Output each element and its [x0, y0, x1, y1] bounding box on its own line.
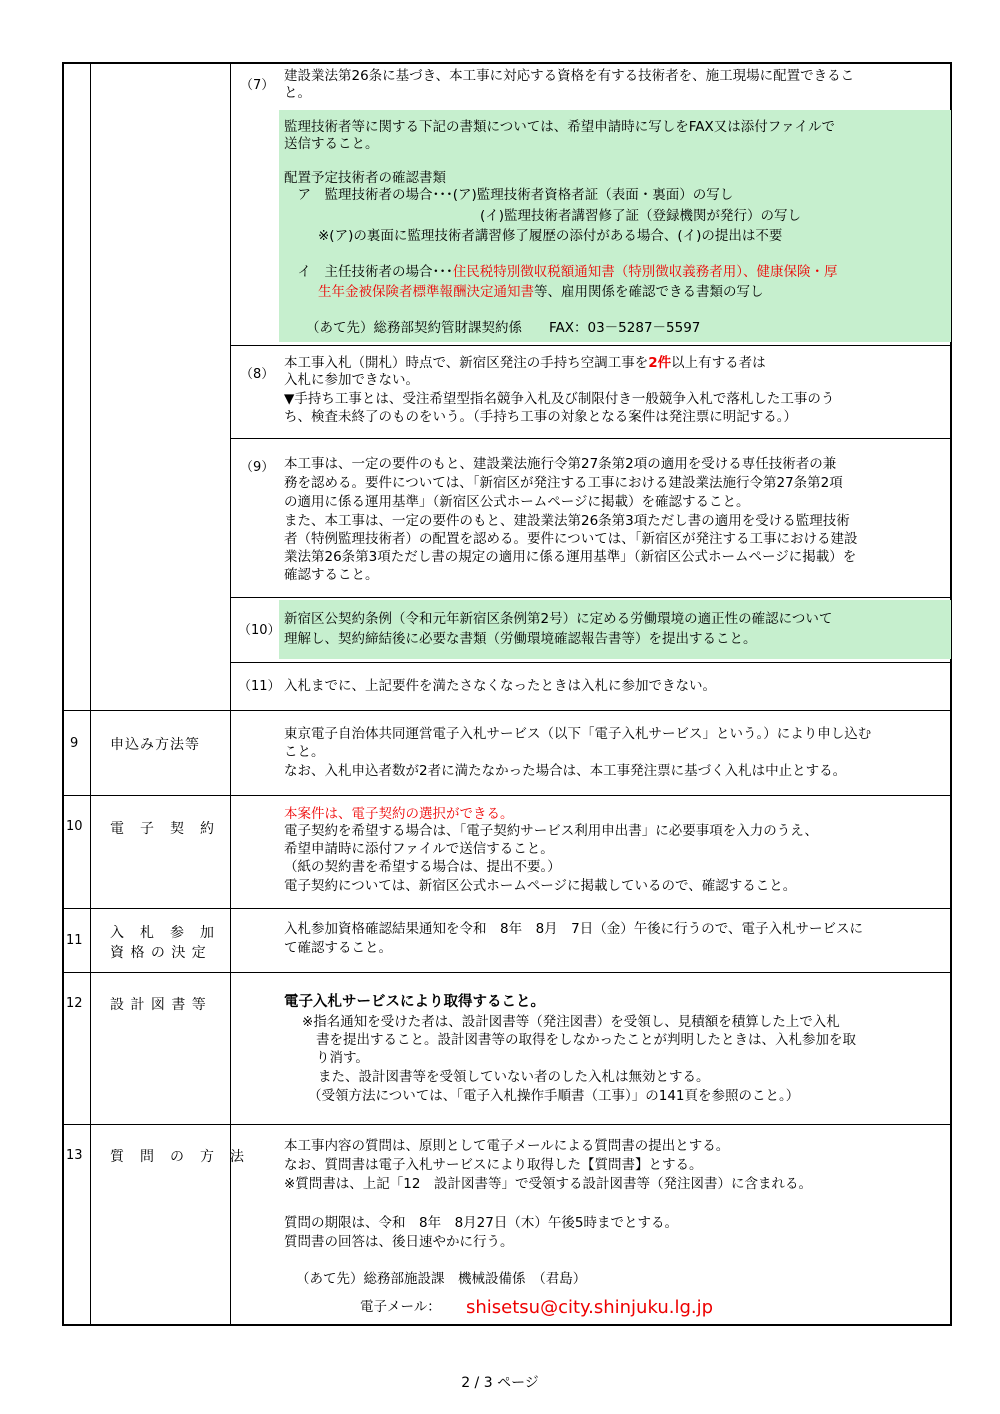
text-line: （受領方法については、「電子入札操作手順書（工事）」の141頁を参照のこと。） [308, 1088, 800, 1104]
text-line: 送信すること。 [284, 136, 379, 152]
text-line [284, 355, 766, 372]
row-divider [62, 795, 952, 796]
text-line: ち、検査未終了のものをいう。（手持ち工事の対象となる案件は発注票に明記する。） [284, 409, 797, 425]
row-label: 申込み方法等 [110, 737, 200, 753]
text-line: ※(ア)の裏面に監理技術者講習修了履歴の添付がある場合、(イ)の提出は不要 [318, 228, 783, 244]
row-label: 電 子 契 約 [110, 821, 215, 837]
text-line: （紙の契約書を希望する場合は、提出不要。） [284, 859, 561, 875]
text-line: 質問書の回答は、後日速やかに行う。 [284, 1234, 514, 1250]
sub-divider [230, 438, 952, 439]
red-text-span: 生年金被保険者標準報酬決定通知書 [318, 284, 534, 300]
text-line: 書を提出すること。設計図書等の取得をしなかったことが判明したときは、入札参加を取 [316, 1032, 856, 1048]
row-divider [62, 908, 952, 909]
text-line: 理解し、契約締結後に必要な書類（労働環境確認報告書等）を提出すること。 [284, 631, 757, 647]
text-line: 本案件は、電子契約の選択ができる。 [284, 806, 514, 822]
text-line: 建設業法第26条に基づき、本工事に対応する資格を有する技術者を、施工現場に配置できるこ [284, 68, 855, 84]
text-line: 電子契約を希望する場合は、「電子契約サービス利用申出書」に必要事項を入力のうえ、 [284, 823, 819, 839]
text-line: 入札参加資格確認結果通知を令和 8年 8月 7日（金）午後に行うので、電子入札サービスに [284, 921, 863, 937]
text-line: 新宿区公契約条例（令和元年新宿区条例第2号）に定める労働環境の適正性の確認について [284, 611, 833, 627]
sub-number: （11） [238, 679, 281, 694]
text-line: 入札までに、上記要件を満たさなくなったときは入札に参加できない。 [284, 678, 716, 694]
text-line: 東京電子自治体共同運営電子入札サービス（以下「電子入札サービス」という。）により申し込む [284, 726, 872, 742]
row-number: 12 [66, 996, 83, 1011]
sub-number: （10） [238, 623, 281, 638]
sub-divider [230, 662, 952, 663]
text-line: ▼手持ち工事とは、受注希望型指名競争入札及び制限付き一般競争入札で落札した工事のう [284, 391, 835, 407]
text-span: イ 主任技術者の場合･･･ [284, 264, 453, 280]
row-label: 質 問 の 方 法 [110, 1149, 245, 1165]
row-divider [62, 972, 952, 973]
text-line: また、設計図書等を受領していない者のした入札は無効とする。 [318, 1069, 710, 1085]
text-line: 業法第26条第3項ただし書の規定の適用に係る運用基準」（新宿区公式ホームページに掲載）を [284, 549, 857, 565]
text-line: こと。 [284, 744, 325, 760]
text-line: 入札に参加できない。 [284, 372, 419, 388]
text-line: ア 監理技術者の場合･･･(ア)監理技術者資格者証（表面・裏面）の写し [284, 187, 734, 203]
text-line: 電子入札サービスにより取得すること。 [284, 994, 545, 1010]
text-line: 配置予定技術者の確認書類 [284, 170, 446, 186]
sub-divider [230, 597, 952, 598]
sub-number: （8） [240, 367, 275, 382]
text-span: 本工事入札（開札）時点で、新宿区発注の手持ち空調工事を [284, 355, 649, 371]
red-text-span: 住民税特別徴収税額通知書（特別徴収義務者用）、健康保険・厚 [452, 264, 838, 280]
sub-divider [230, 345, 952, 346]
text-line: 務を認める。要件については、「新宿区が発注する工事における建設業法施行令第27条第2項 [284, 475, 843, 491]
row-divider [62, 710, 952, 711]
row-number: 11 [66, 933, 83, 948]
text-line: 本工事は、一定の要件のもと、建設業法施行令第27条第2項の適用を受ける専任技術者の兼 [284, 456, 837, 472]
email-link[interactable]: shisetsu@city.shinjuku.lg.jp [466, 1297, 714, 1318]
text-line: と。 [284, 85, 311, 101]
page-footer: 2 / 3 ページ [461, 1375, 539, 1391]
text-line: （あて先）総務部施設課 機械設備係 （君島） [296, 1271, 587, 1287]
text-line: ※質問書は、上記「12 設計図書等」で受領する設計図書等（発注図書）に含まれる。 [284, 1176, 812, 1192]
text-line: 監理技術者等に関する下記の書類については、希望申請時に写しをFAX又は添付ファイルで [284, 119, 835, 135]
column-divider [230, 62, 231, 1326]
text-line [284, 264, 838, 281]
red-text-span: 2件 [648, 355, 672, 371]
column-divider [90, 62, 91, 1326]
text-span: 以上有する者は [671, 355, 766, 371]
text-line: （あて先）総務部契約管財課契約係 FAX：03－5287－5597 [306, 320, 701, 336]
text-line: 者（特例監理技術者）の配置を認める。要件については、「新宿区が発注する工事における建設 [284, 531, 858, 547]
row-label: 設 計 図 書 等 [110, 997, 207, 1013]
text-span: 等、雇用関係を確認できる書類の写し [534, 284, 764, 300]
text-line: の適用に係る運用基準」（新宿区公式ホームページに掲載）を確認すること。 [284, 494, 750, 510]
text-line: て確認すること。 [284, 940, 392, 956]
text-line: 確認すること。 [284, 567, 379, 583]
text-line: 電子契約については、新宿区公式ホームページに掲載しているので、確認すること。 [284, 878, 797, 894]
row-number: 9 [70, 736, 79, 751]
row-number: 13 [66, 1148, 83, 1163]
sub-number: （7） [240, 78, 275, 93]
text-line [318, 284, 764, 301]
text-line: 希望申請時に添付ファイルで送信すること。 [284, 841, 554, 857]
text-line: 本工事内容の質問は、原則として電子メールによる質問書の提出とする。 [284, 1138, 730, 1154]
row-label: 入 札 参 加 [110, 925, 215, 941]
sub-number: （9） [240, 460, 275, 475]
email-label: 電子メール： [360, 1299, 441, 1315]
text-line: 質問の期限は、令和 8年 8月27日（木）午後5時までとする。 [284, 1215, 678, 1231]
row-label: 資 格 の 決 定 [110, 945, 207, 961]
text-line: (イ)監理技術者講習修了証（登録機関が発行）の写し [480, 208, 802, 224]
text-line: また、本工事は、一定の要件のもと、建設業法第26条第3項ただし書の適用を受ける監理技術 [284, 513, 850, 529]
text-line: り消す。 [316, 1050, 369, 1066]
highlight-box [279, 600, 951, 659]
text-line: なお、質問書は電子入札サービスにより取得した【質問書】とする。 [284, 1157, 703, 1173]
row-divider [62, 1124, 952, 1125]
text-line: なお、入札申込者数が2者に満たなかった場合は、本工事発注票に基づく入札は中止とする。 [284, 763, 847, 779]
row-number: 10 [66, 819, 83, 834]
highlight-box [279, 110, 951, 342]
text-line: ※指名通知を受けた者は、設計図書等（発注図書）を受領し、見積額を積算した上で入札 [302, 1014, 840, 1030]
